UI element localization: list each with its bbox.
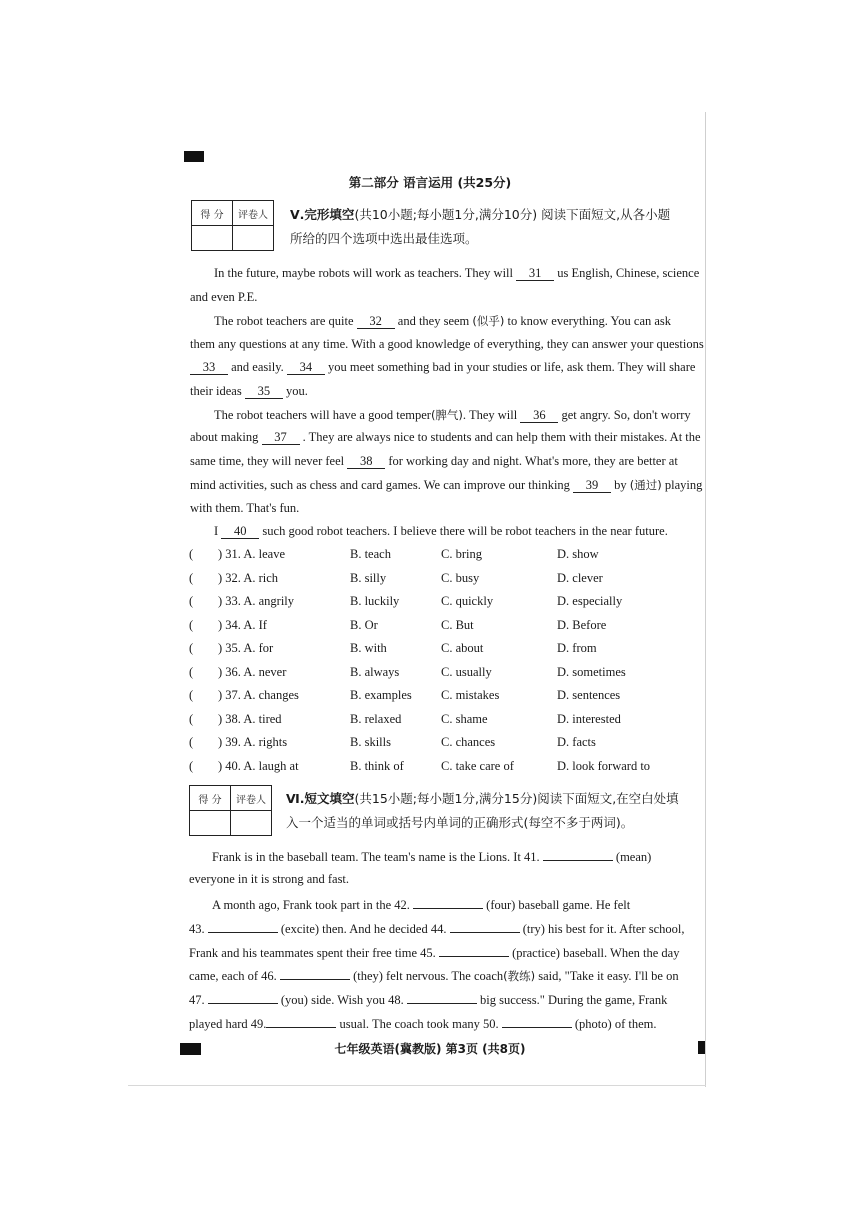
option-c: C. quickly	[441, 594, 494, 608]
text-line: I 40 such good robot teachers. I believe there will be robot teachers in the near future.	[214, 524, 668, 538]
option-b: B. think of	[350, 759, 404, 773]
option-row-a: ) 31. A. leave	[218, 547, 285, 561]
score-cell	[190, 811, 231, 836]
option-c: C. But	[441, 618, 474, 632]
scan-edge-right	[705, 112, 706, 1087]
blank-43[interactable]	[208, 920, 278, 933]
grader-cell	[231, 811, 272, 836]
blank-36: 36	[520, 408, 558, 423]
grader-label: 评卷人	[233, 201, 274, 226]
blank-49[interactable]	[266, 1015, 336, 1028]
blank-32: 32	[357, 314, 395, 329]
option-c: C. take care of	[441, 759, 514, 773]
score-cell	[192, 226, 233, 251]
blank-33: 33	[190, 360, 228, 375]
text-line: 33 and easily. 34 you meet something bad in your studies or life, ask them. They will share	[190, 360, 695, 375]
option-d: D. from	[557, 641, 597, 655]
option-row-a: ) 33. A. angrily	[218, 594, 295, 608]
option-b: B. silly	[350, 571, 387, 585]
option-row: (	[189, 665, 194, 679]
option-row: (	[189, 735, 194, 749]
registration-mark-top-left	[184, 151, 204, 162]
text-line: played hard 49. usual. The coach took many 50. (photo) of them.	[189, 1017, 657, 1031]
option-b: B. always	[350, 665, 400, 679]
score-label: 得 分	[192, 201, 233, 226]
option-b: B. examples	[350, 688, 412, 702]
blank-38: 38	[347, 454, 385, 469]
option-row: (	[189, 688, 194, 702]
option-c: C. mistakes	[441, 688, 500, 702]
option-d: D. clever	[557, 571, 603, 585]
text-line: A month ago, Frank took part in the 42. (four) baseball game. He felt	[212, 898, 631, 912]
part-title: 第二部分 语言运用 (共25分)	[348, 175, 512, 190]
blank-39: 39	[573, 478, 611, 493]
option-c: C. shame	[441, 712, 488, 726]
text-line: mind activities, such as chess and card games. We can improve our thinking 39 by (通过) playing	[190, 478, 703, 492]
option-row: (	[189, 641, 194, 655]
text-line: The robot teachers are quite 32 and they seem (似乎) to know everything. You can ask	[214, 314, 672, 328]
option-row-a: ) 34. A. If	[218, 618, 267, 632]
blank-40: 40	[221, 524, 259, 539]
blank-44[interactable]	[450, 920, 520, 933]
text-line: Frank and his teammates spent their free time 45. (practice) baseball. When the day	[189, 946, 680, 960]
option-b: B. with	[350, 641, 387, 655]
blank-46[interactable]	[280, 967, 350, 980]
text-line: and even P.E.	[190, 290, 258, 304]
text-line: everyone in it is strong and fast.	[189, 872, 350, 886]
blank-31: 31	[516, 266, 554, 281]
option-row-a: ) 35. A. for	[218, 641, 274, 655]
option-b: B. Or	[350, 618, 378, 632]
option-row: (	[189, 571, 194, 585]
option-d: D. especially	[557, 594, 623, 608]
grader-cell	[233, 226, 274, 251]
section-5-instructions-2: 所给的四个选项中选出最佳选项。	[290, 231, 478, 246]
scan-edge-bottom	[128, 1085, 706, 1086]
option-row-a: ) 36. A. never	[218, 665, 287, 679]
option-d: D. facts	[557, 735, 596, 749]
section-5-instructions-1: (共10小题;每小题1分,满分10分) 阅读下面短文,从各小题	[354, 207, 671, 222]
option-d: D. look forward to	[557, 759, 651, 773]
option-c: C. busy	[441, 571, 480, 585]
blank-42[interactable]	[413, 896, 483, 909]
text-line: about making 37 . They are always nice to students and can help them with their mistakes. At the	[190, 430, 701, 444]
option-d: D. sometimes	[557, 665, 626, 679]
option-d: D. interested	[557, 712, 621, 726]
option-c: C. about	[441, 641, 484, 655]
text-line: with them. That's fun.	[190, 501, 300, 515]
option-d: D. Before	[557, 618, 607, 632]
blank-47[interactable]	[208, 991, 278, 1004]
option-row: (	[189, 594, 194, 608]
option-c: C. bring	[441, 547, 482, 561]
page-footer: 七年级英语(冀教版) 第3页 (共8页)	[334, 1042, 526, 1056]
text-line: them any questions at any time. With a good knowledge of everything, they can answer your questions	[190, 337, 704, 351]
text-line: 43. (excite) then. And he decided 44. (try) his best for it. After school,	[189, 922, 685, 936]
score-label: 得 分	[190, 786, 231, 811]
score-box-section-6	[189, 785, 272, 836]
text-line: 47. (you) side. Wish you 48. big success." During the game, Frank	[189, 993, 668, 1007]
option-row-a: ) 37. A. changes	[218, 688, 299, 702]
option-b: B. luckily	[350, 594, 400, 608]
option-row: (	[189, 618, 194, 632]
blank-45[interactable]	[439, 944, 509, 957]
blank-34: 34	[287, 360, 325, 375]
option-row-a: ) 40. A. laugh at	[218, 759, 299, 773]
score-box-section-5	[191, 200, 274, 251]
blank-50[interactable]	[502, 1015, 572, 1028]
grader-label: 评卷人	[231, 786, 272, 811]
text-line: Frank is in the baseball team. The team's name is the Lions. It 41. (mean)	[212, 850, 652, 864]
blank-35: 35	[245, 384, 283, 399]
section-5-heading: Ⅴ.完形填空	[290, 207, 355, 222]
option-row: (	[189, 759, 194, 773]
section-6-instructions-2: 入一个适当的单词或括号内单词的正确形式(每空不多于两词)。	[286, 815, 634, 830]
text-line: In the future, maybe robots will work as teachers. They will 31 us English, Chinese, science	[214, 266, 700, 280]
blank-37: 37	[262, 430, 300, 445]
option-b: B. teach	[350, 547, 391, 561]
option-c: C. chances	[441, 735, 496, 749]
text-line: The robot teachers will have a good temper(脾气). They will 36 get angry. So, don't worry	[214, 408, 691, 422]
option-c: C. usually	[441, 665, 492, 679]
section-6-instructions-1: (共15小题;每小题1分,满分15分)阅读下面短文,在空白处填	[354, 791, 679, 806]
section-6-heading: Ⅵ.短文填空	[286, 791, 355, 806]
option-b: B. skills	[350, 735, 391, 749]
option-row-a: ) 38. A. tired	[218, 712, 282, 726]
option-row: (	[189, 712, 194, 726]
option-row-a: ) 39. A. rights	[218, 735, 288, 749]
option-b: B. relaxed	[350, 712, 402, 726]
blank-48[interactable]	[407, 991, 477, 1004]
section-5-header	[290, 203, 670, 251]
text-line: their ideas 35 you.	[190, 384, 308, 398]
blank-41[interactable]	[543, 848, 613, 861]
option-d: D. show	[557, 547, 599, 561]
option-d: D. sentences	[557, 688, 621, 702]
option-row-a: ) 32. A. rich	[218, 571, 279, 585]
option-row: (	[189, 547, 194, 561]
section-6-header	[286, 787, 679, 835]
text-line: came, each of 46. (they) felt nervous. The coach(教练) said, "Take it easy. I'll be on	[189, 969, 679, 983]
text-line: same time, they will never feel 38 for working day and night. What's more, they are better at	[190, 454, 678, 468]
